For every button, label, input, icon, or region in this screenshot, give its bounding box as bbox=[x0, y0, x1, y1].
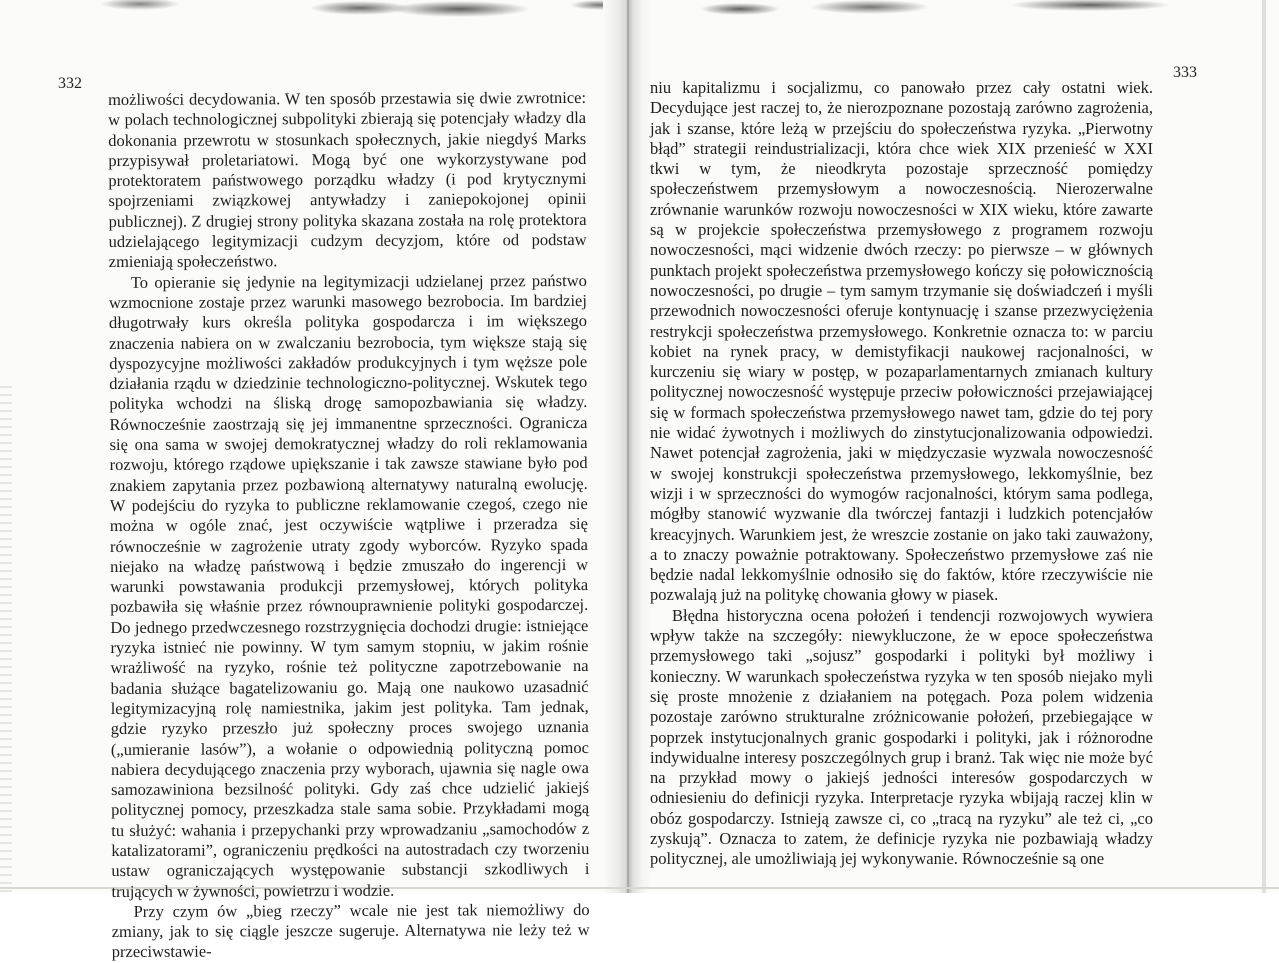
page-number-left: 332 bbox=[58, 75, 82, 92]
paragraph: To opieranie się jedynie na legitymizacji udzielanej przez państwo wzmocnione zostaje przez warunki masowego bezrobocia. Im bardziej długotrwały kurs określa polityka gospodarcza i im większego znaczenia nabiera on w zwalczaniu bezrobocia, tym większe stają się dyspozycyjne możliwości zakładów produkcyjnych i tym węższe pole działania rządu w dziedzinie technologiczno-politycznej. Wskutek tego polityka wchodzi na śliską drogę samopozbawiania się władzy. Równocześnie zaostrzają się jej immanentne sprzeczności. Ogranicza się ona sama w swojej demokratycznej władzy do roli reklamowania rozwoju, którego rządowe upiększanie i tak zawsze stawiane było pod znakiem zapytania przez pozbawioną alternatywy naturalną ewolucję. W podejściu do ryzyka to publiczne reklamowanie czegoś, czego nie można w ogóle znać, jest oczywiście wątpliwe i przeradza się równocześnie w zagrożenie utraty zgody wyborców. Ryzyko spada niejako na władzę państwową i będzie zmuszało do ingerencji w warunki powstawania produkcji przemysłowej, których polityka pozbawiła się właśnie przez równouprawnienie polityki gospodarczej. Do jednego przedwczesnego rozstrzygnięcia dochodzi drugie: istniejące ryzyka istnieć nie powinny. W tym samym stopniu, w jakim rośnie wrażliwość na ryzyko, rośnie też polityczne zapotrzebowanie na badania służące bagatelizowaniu go. Mają one naukowo uzasadnić legitymizacyjną rolę namiestnika, jakim jest polityka. Tam jednak, gdzie ryzyko przeszło już społeczny proces swojego uznania („umieranie lasów”), a wołanie o odpowiednią polityczną pomoc nabiera decydującego znaczenia przy wyborach, ujawnia się nagle owa samozawiniona bezsilność polityki. Gdy zaś chce udzielić jakiejś politycznej pomocy, przeszkadza stale sama sobie. Przykładami mogą tu służyć: wahania i przepychanki przy wprowadzaniu „samochodów z katalizatorami”, ograniczeniu prędkości na autostradach czy tworzeniu ustaw ograniczających występowanie substancji szkodliwych i trujących w żywności, powietrzu i wodzie. bbox=[108, 270, 590, 901]
left-page-text bbox=[108, 88, 590, 963]
page-edge-left bbox=[0, 380, 12, 893]
paragraph: możliwości decydowania. W ten sposób przestawia się dwie zwrotnice: w polach technologicznej subpolityki zbierają się potencjały władzy dla dokonania przewrotu w stosunkach społecznych, jakie niegdyś Marks przypisywał proletariatowi. Mogą być one wykorzystywane pod protektoratem państwowego porządku władzy (i pod krytycznymi spojrzeniami związkowej antywładzy i zaniepokojonej opinii publicznej). Z drugiej strony polityka skazana została na rolę protektora udzielającego legitymizacji cudzym decyzjom, które od podstaw zmieniają społeczeństwo. bbox=[108, 87, 587, 272]
paragraph: niu kapitalizmu i socjalizmu, co panowało przez cały ostatni wiek. Decydujące jest raczej to, że nierozpoznane pozostają zarówno zagrożenia, jak i szanse, które leżą w przejściu do społeczeństwa ryzyka. „Pierwotny błąd” strategii reindustrializacji, która chce wiek XIX przenieść w XXI tkwi w tym, że nieodkryta pozostaje sprzeczność pomiędzy społeczeństwem przemysłowym a nowoczesnością. Nierozerwalne zrównanie warunków rozwoju nowoczesności w XIX wieku, które zawarte są w projekcie społeczeństwa przemysłowego z programem rozwoju nowoczesności, mąci widzenie dwóch rzeczy: po pierwsze – w głównych punktach projekt społeczeństwa przemysłowego kończy się połowicznością nowoczesności, po drugie – tym samym trzymanie się doświadczeń i myśli przewodnich nowoczesności oferuje kontynuację i szanse przezwyciężenia restrykcji społeczeństwa przemysłowego. Konkretnie oznacza to: w parciu kobiet na rynek pracy, w demistyfikacji naukowej racjonalności, w kurczeniu się wiary w postęp, w pozaparlamentarnych zmianach kultury politycznej nowoczesność występuje przeciw połowiczności przejawiającej się w formach społeczeństwa przemysłowego nawet tam, gdzie do tej pory nie widać żywotnych i możliwych do zinstytucjonalizowania odpowiedzi. Nawet potencjał zagrożenia, jaki w międzyczasie wyzwala nowoczesność w swojej konstrukcji społeczeństwa przemysłowego, lekkomyślnie, bez wizji i w sprzeczności do wymogów racjonalności, którym sama podlega, mógłby stanowić wyzwanie dla twórczej fantazji i ludzkich potencjałów kreacyjnych. Warunkiem jest, że wreszcie zostanie on jako taki zauważony, a to znaczy poważnie potraktowany. Społeczeństwo przemysłowe zaś nie będzie nadal lekkomyślnie odnosiło się do faktów, które rzeczywiście nie pozwalają już na politykę chowania głowy w piasek. bbox=[650, 78, 1153, 605]
gutter-fold bbox=[627, 0, 629, 893]
paragraph: Przy czym ów „bieg rzeczy” wcale nie jest tak niemożliwy do zmiany, jak to się ciągle jeszcze sugeruje. Alternatywa nie leży też w przeciwstawie- bbox=[111, 899, 590, 962]
page-number-right: 333 bbox=[1173, 64, 1197, 81]
paragraph: Błędna historyczna ocena położeń i tendencji rozwojowych wywiera wpływ także na szczegóły: niewykluczone, że w epoce społeczeństwa przemysłowego taki „sojusz” gospodarki i polityki był możliwy i konieczny. W warunkach społeczeństwa ryzyka w ten sposób niejako myli się proste mnożenie z działaniem na potęgach. Poza polem widzenia pozostaje zarówno strukturalne zróżnicowanie położeń, przebiegające w poprzek instytucjonalnych granic gospodarki i polityki, jak i różnorodne indywidualne interesy poszczególnych grup i branż. Tak więc nie może być na przykład mowy o jakiejś jedności interesów gospodarczych w odniesieniu do definicji ryzyka. Interpretacje ryzyka wbijają raczej klin w obóz gospodarczy. Istnieją zawsze ci, co „tracą na ryzyku” ale też ci, „co zyskują”. Oznacza to zatem, że definicje ryzyka nie pozbawiają władzy politycznej, ale umożliwiają jej wykonywanie. Równocześnie są one bbox=[650, 605, 1153, 869]
right-page-text bbox=[650, 78, 1153, 870]
page-edge-right bbox=[1262, 0, 1266, 893]
